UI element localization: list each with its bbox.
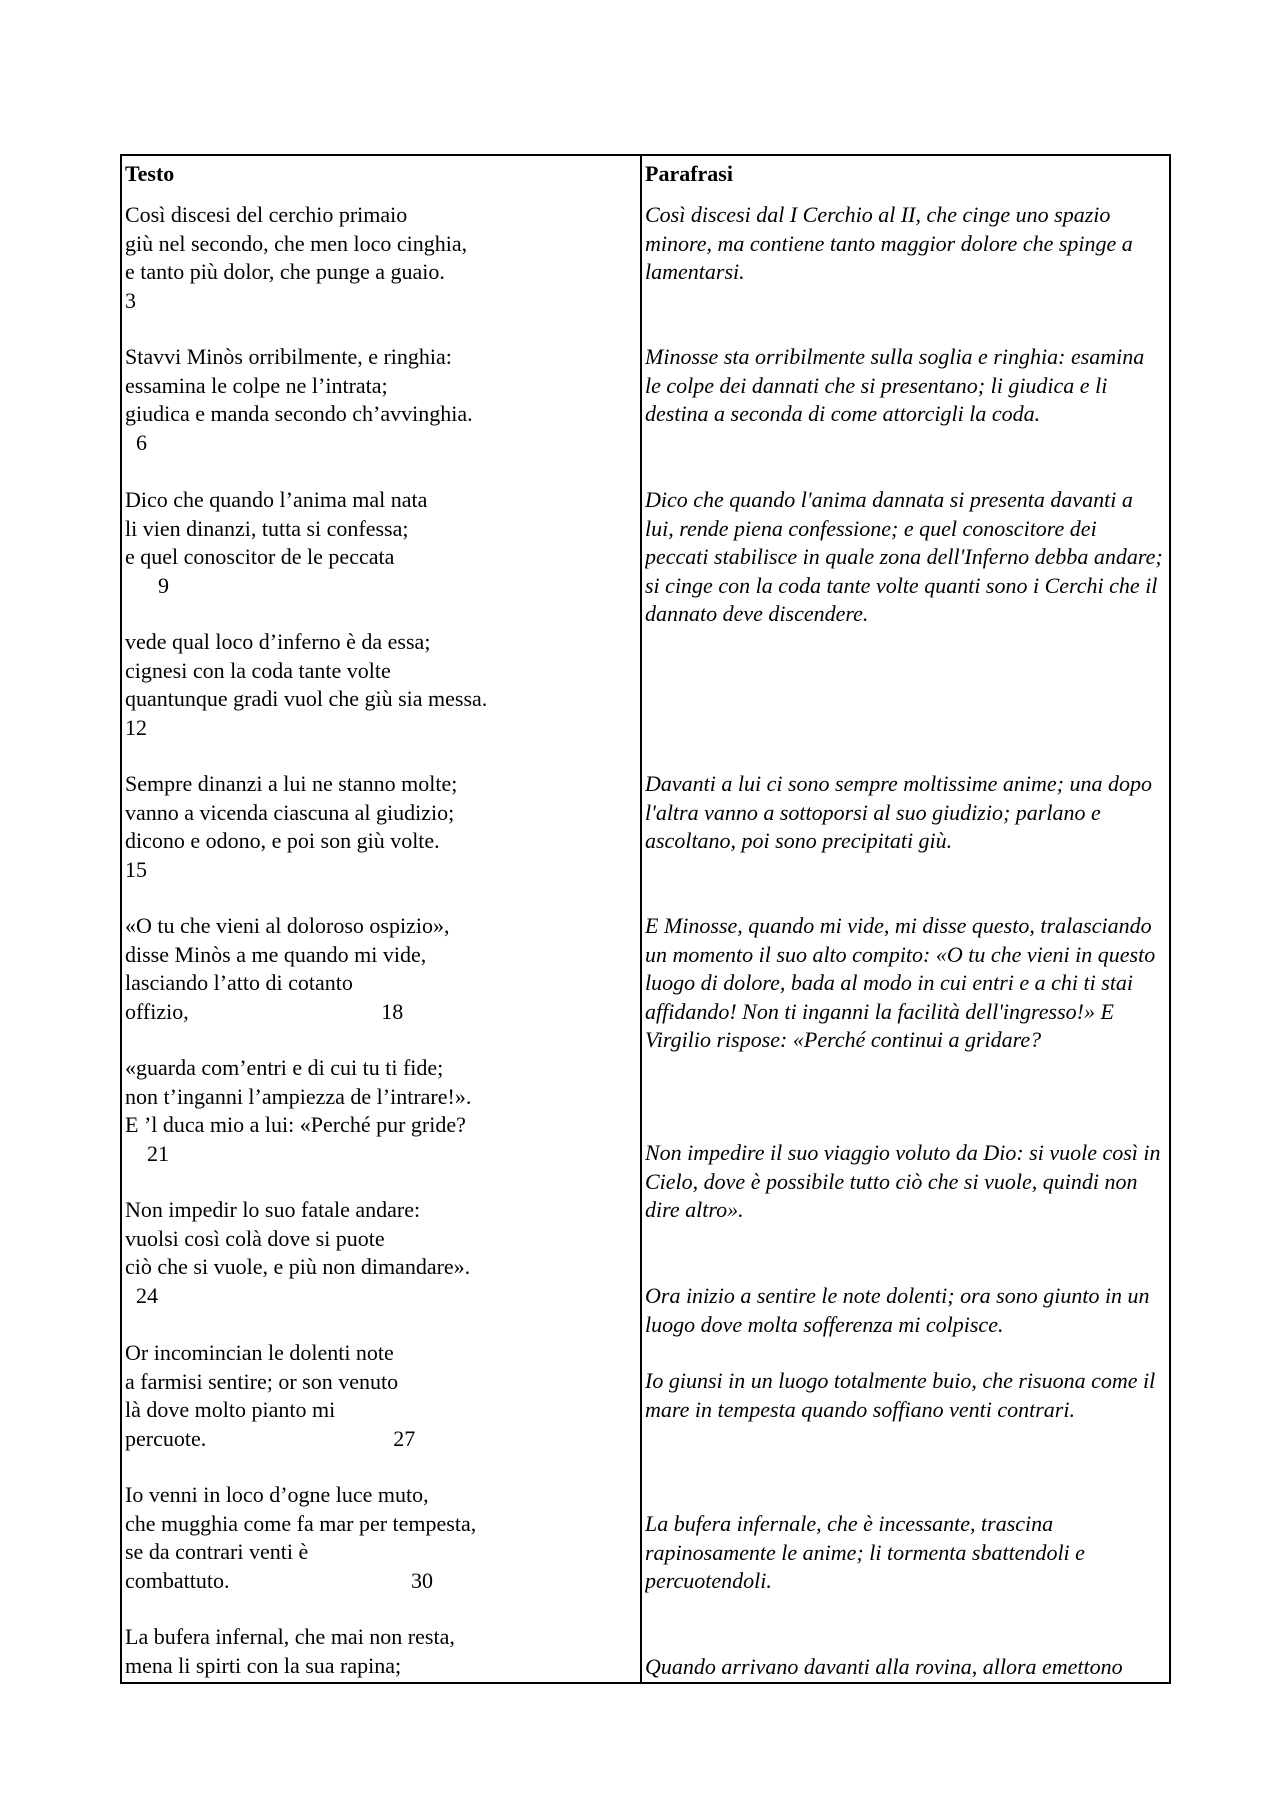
verse-line: disse Minòs a me quando mi vide,: [125, 941, 427, 967]
parafrasi-paragraph: La bufera infernale, che è incessante, trascina rapinosamente le anime; li tormenta sbattendoli e percuotendoli.: [645, 1511, 1085, 1593]
verse-number: 6: [125, 429, 147, 455]
verse-number: 12: [125, 714, 147, 740]
verse-block: [125, 486, 427, 600]
verse-line: e tanto più dolor, che punge a guaio.: [125, 259, 445, 284]
verse-line: Sempre dinanzi a lui ne stanno molte;: [125, 771, 458, 796]
verse-block: [125, 1054, 471, 1168]
verse-line: se da contrari venti è: [125, 1539, 309, 1564]
parafrasi-header: Parafrasi: [645, 161, 733, 186]
verse-line: quantunque gradi vuol che giù sia messa.: [125, 686, 488, 711]
verse-line: «O tu che vieni al doloroso ospizio»,: [125, 913, 450, 938]
verse-number: 9: [125, 572, 169, 598]
verse-line: non t’inganni l’ampiezza de l’intrare!».: [125, 1083, 472, 1109]
verse-block: [125, 628, 487, 742]
parafrasi-paragraph: Minosse sta orribilmente sulla soglia e ringhia: esamina le colpe dei dannati che si presentano; li giudica e li destina a seconda di come attorcigli la coda.: [645, 344, 1145, 426]
verse-line: Dico che quando l’anima mal nata: [125, 487, 428, 512]
verse-block: [125, 1339, 415, 1453]
verse-line: che mugghia come fa mar per tempesta,: [125, 1510, 477, 1536]
verse-line: ciò che si vuole, e più non dimandare».: [125, 1254, 471, 1279]
verse-block: [125, 770, 457, 884]
verse-block: [125, 912, 449, 1026]
parafrasi-paragraph: E Minosse, quando mi vide, mi disse questo, tralasciando un momento il suo alto compito: «O tu che vieni in questo luogo di dolore, bada al modo in cui entri e a chi ti stai affidando! Non ti inganni la facilità dell'ingresso!» E Virgilio rispose: «Perché continui a gridare?: [645, 913, 1156, 1052]
verse-number: 15: [125, 856, 147, 882]
verse-line: Io venni in loco d’ogne luce muto,: [125, 1482, 429, 1507]
document-table: [120, 154, 1171, 1684]
verse-line: essamina le colpe ne l’intrata;: [125, 372, 388, 398]
verse-line: Così discesi del cerchio primaio: [125, 202, 408, 227]
parafrasi-paragraph: Ora inizio a sentire le note dolenti; ora sono giunto in un luogo dove molta sofferenza mi colpisce.: [645, 1283, 1150, 1337]
verse-line: vuolsi così colà dove si puote: [125, 1225, 385, 1251]
verse-line: a farmisi sentire; or son venuto: [125, 1368, 399, 1394]
column-divider: [640, 156, 642, 1682]
verse-line: percuote. 27: [125, 1425, 416, 1451]
verse-line: Stavvi Minòs orribilmente, e ringhia:: [125, 344, 452, 369]
parafrasi-column: [645, 156, 1169, 1682]
verse-block: [125, 201, 467, 315]
parafrasi-paragraph: Quando arrivano davanti alla rovina, allora emettono: [645, 1654, 1123, 1679]
testo-header: Testo: [125, 161, 175, 186]
testo-column: [125, 156, 637, 1682]
parafrasi-paragraph: Davanti a lui ci sono sempre moltissime anime; una dopo l'altra vanno a sottoporsi al suo giudizio; parlano e ascoltano, poi sono precipitati giù.: [645, 771, 1152, 853]
verse-line: offizio, 18: [125, 998, 404, 1024]
parafrasi-paragraph: Dico che quando l'anima dannata si presenta davanti a lui, rende piena confessione; e quel conoscitore dei peccati stabilisce in quale zona dell'Inferno debba andare; si cinge con la coda tante volte quanti sono i Cerchi che il dannato deve discendere.: [645, 487, 1163, 626]
verse-line: dicono e odono, e poi son giù volte.: [125, 828, 440, 853]
verse-block: [125, 1481, 476, 1595]
verse-line: cignesi con la coda tante volte: [125, 657, 391, 683]
verse-number: 3: [125, 287, 136, 313]
verse-line: lasciando l’atto di cotanto: [125, 970, 353, 995]
verse-line: là dove molto pianto mi: [125, 1397, 336, 1422]
verse-line: li vien dinanzi, tutta si confessa;: [125, 515, 409, 541]
verse-line: vede qual loco d’inferno è da essa;: [125, 629, 431, 654]
verse-line: giù nel secondo, che men loco cinghia,: [125, 230, 468, 256]
verse-block: [125, 343, 473, 457]
verse-line: mena li spirti con la sua rapina;: [125, 1652, 402, 1678]
verse-line: E ’l duca mio a lui: «Perché pur gride?: [125, 1112, 466, 1137]
parafrasi-paragraph: Così discesi dal I Cerchio al II, che cinge uno spazio minore, ma contiene tanto maggior dolore che spinge a lamentarsi.: [645, 202, 1133, 284]
verse-line: e quel conoscitor de le peccata: [125, 544, 395, 569]
verse-line: «guarda com’entri e di cui tu ti fide;: [125, 1055, 444, 1080]
verse-line: Or incomincian le dolenti note: [125, 1340, 394, 1365]
parafrasi-paragraph: Io giunsi in un luogo totalmente buio, che risuona come il mare in tempesta quando soffiano venti contrari.: [645, 1368, 1156, 1422]
verse-block: [125, 1196, 470, 1310]
verse-line: giudica e manda secondo ch’avvinghia.: [125, 401, 473, 426]
verse-line: Non impedir lo suo fatale andare:: [125, 1197, 421, 1222]
verse-number: 21: [125, 1140, 169, 1166]
verse-line: combattuto. 30: [125, 1567, 433, 1593]
verse-line: La bufera infernal, che mai non resta,: [125, 1624, 455, 1649]
verse-number: 24: [125, 1282, 158, 1308]
parafrasi-paragraph: Non impedire il suo viaggio voluto da Dio: si vuole così in Cielo, dove è possibile tutto ciò che si vuole, quindi non dire altro».: [645, 1140, 1161, 1222]
verse-line: vanno a vicenda ciascuna al giudizio;: [125, 799, 455, 825]
verse-block: [125, 1623, 455, 1680]
